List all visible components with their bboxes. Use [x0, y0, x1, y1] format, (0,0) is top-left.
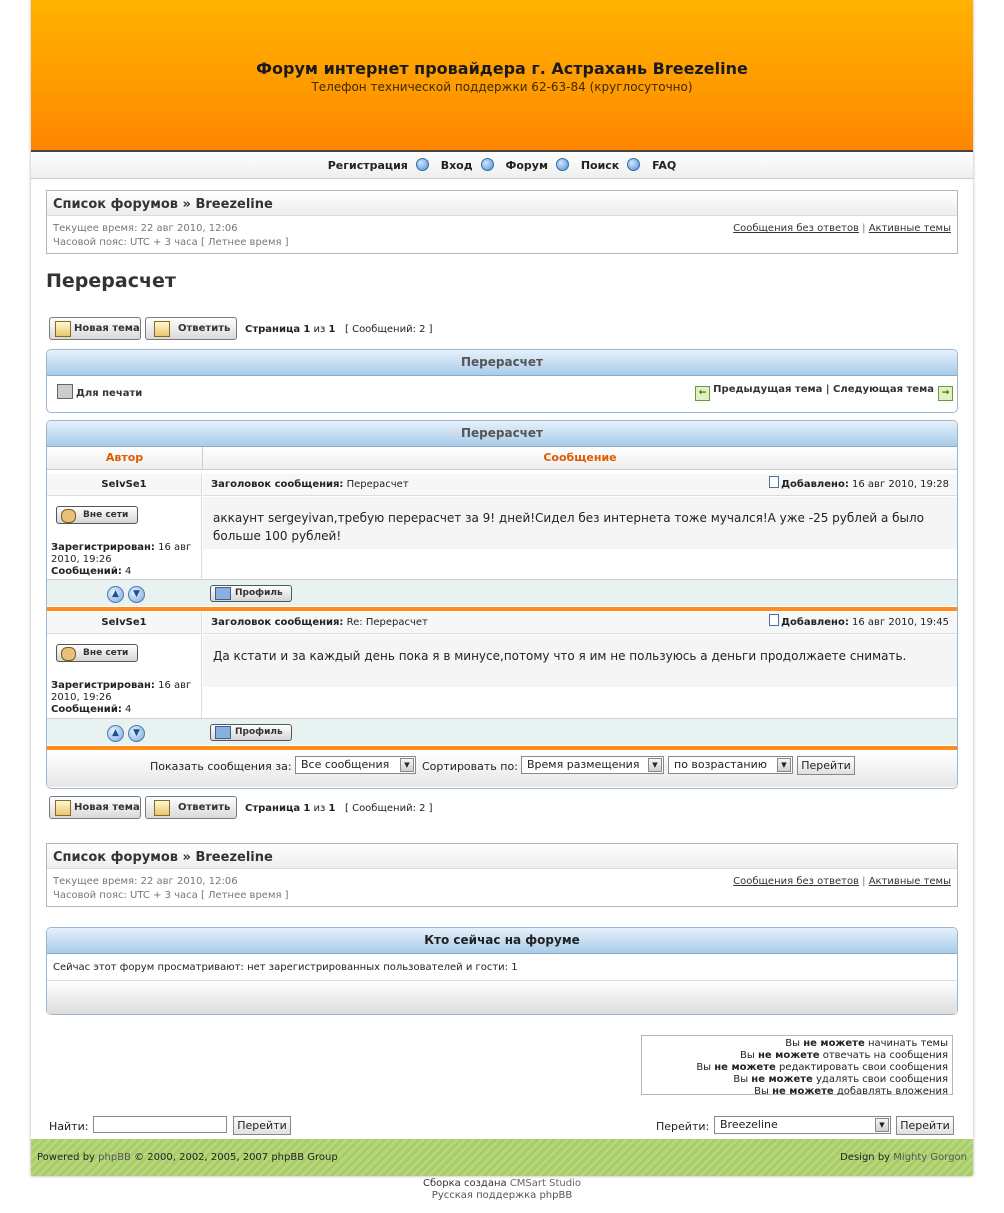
- nav-faq[interactable]: FAQ: [652, 159, 677, 172]
- breadcrumb-box-bottom: [46, 843, 958, 907]
- profile-icon: [215, 587, 231, 600]
- timezone: Часовой пояс: UTC + 3 часа [ Летнее время ]: [53, 890, 289, 901]
- new-topic-label: Новая тема: [74, 802, 140, 813]
- cmsart-link[interactable]: CMSart Studio: [509, 1178, 581, 1189]
- perm-line: Вы не можете добавлять вложения: [754, 1086, 948, 1097]
- status-label: Вне сети: [83, 648, 129, 658]
- posts-caption: Перерасчет: [47, 421, 957, 447]
- powered-label: Powered by: [37, 1152, 95, 1163]
- credits: [0, 1178, 1004, 1202]
- reply-button[interactable]: [145, 317, 237, 340]
- printer-icon: [57, 384, 73, 399]
- search-input[interactable]: [93, 1116, 227, 1133]
- subject-label: Заголовок сообщения:: [211, 617, 344, 628]
- post-header: [203, 474, 957, 496]
- crumb-home-link[interactable]: Список форумов: [53, 197, 179, 212]
- arrow-right-icon: →: [938, 386, 953, 401]
- current-time: Текущее время: 22 авг 2010, 12:06: [53, 223, 238, 234]
- nav-bar: [31, 150, 973, 179]
- jump-value: Breezeline: [720, 1118, 778, 1131]
- chevron-down-icon: ▼: [400, 758, 414, 772]
- prev-topic-link[interactable]: Предыдущая тема: [713, 384, 823, 395]
- posts-count: 4: [125, 566, 132, 577]
- perm-line: Вы не можете начинать темы: [785, 1038, 948, 1049]
- sort-go-button[interactable]: Перейти: [797, 756, 855, 775]
- search-label: Найти:: [49, 1120, 89, 1133]
- nav-bullet-icon: [556, 158, 569, 171]
- designer-link[interactable]: Mighty Gorgon: [893, 1152, 967, 1163]
- post-subject: Перерасчет: [346, 479, 409, 490]
- site-subtitle: Телефон технической поддержки 62-63-84 (круглосуточно): [311, 80, 693, 94]
- sort-by-label: Сортировать по:: [422, 760, 518, 773]
- crumb-forum-link[interactable]: Breezeline: [195, 850, 273, 865]
- nav-register[interactable]: Регистрация: [327, 159, 408, 172]
- perm-line: Вы не можете редактировать свои сообщения: [696, 1062, 948, 1073]
- search-go-button[interactable]: Перейти: [233, 1116, 291, 1135]
- next-topic-link[interactable]: Следующая тема: [833, 384, 934, 395]
- chevron-down-icon: ▼: [648, 758, 662, 772]
- post-icon[interactable]: [769, 614, 779, 626]
- sort-by-select[interactable]: [521, 756, 664, 774]
- added-label: Добавлено:: [781, 479, 849, 490]
- show-posts-label: Показать сообщения за:: [150, 760, 292, 773]
- print-label: Для печати: [76, 388, 143, 399]
- col-author-header: Автор: [47, 447, 203, 470]
- breadcrumb: [47, 844, 957, 869]
- topic-tools-caption: Перерасчет: [47, 350, 957, 376]
- post-body: Да кстати и за каждый день пока я в минусе,потому что я им не пользуюсь а деньги продолжаете снимать.: [203, 635, 957, 687]
- page-label: Страница: [245, 324, 301, 335]
- pagination-bottom: [245, 803, 433, 814]
- profile-button[interactable]: [210, 585, 292, 602]
- active-topics-link[interactable]: Активные темы: [868, 223, 951, 234]
- pencil-icon: [154, 321, 170, 337]
- user-offline-icon: [61, 647, 76, 661]
- sort-order-select[interactable]: [668, 756, 793, 774]
- nav-bullet-icon: [627, 158, 640, 171]
- credits-label: Сборка создана: [423, 1178, 507, 1189]
- online-text: Сейчас этот форум просматривают: нет зарегистрированных пользователей и гости: 1: [53, 962, 518, 973]
- jump-go-button[interactable]: Перейти: [896, 1116, 954, 1135]
- profile-button[interactable]: [210, 724, 292, 741]
- breadcrumb: [47, 191, 957, 216]
- chevron-down-icon: ▼: [777, 758, 791, 772]
- post-author-details: [47, 497, 202, 579]
- sort-bar: [47, 751, 957, 787]
- post-icon[interactable]: [769, 476, 779, 488]
- new-topic-button-bottom[interactable]: [49, 796, 141, 819]
- posts-count: 4: [125, 704, 132, 715]
- post-date: 16 авг 2010, 19:45: [852, 617, 949, 628]
- site-title: Форум интернет провайдера г. Астрахань Breezeline: [256, 59, 748, 78]
- permissions-box: [641, 1035, 953, 1095]
- show-posts-select[interactable]: [295, 756, 416, 774]
- new-topic-button[interactable]: [49, 317, 141, 340]
- header-banner: [31, 0, 973, 150]
- post-footer: [47, 718, 957, 745]
- pencil-icon: [55, 800, 71, 816]
- page-of: из: [313, 324, 326, 335]
- pagination: [245, 324, 433, 335]
- offline-status: [56, 506, 138, 524]
- arrow-down-icon[interactable]: ▼: [128, 586, 145, 603]
- prev-next-separator: |: [825, 384, 830, 395]
- perm-line: Вы не можете отвечать на сообщения: [740, 1050, 948, 1061]
- post-divider: [47, 746, 957, 750]
- profile-icon: [215, 726, 231, 739]
- arrow-down-icon[interactable]: ▼: [128, 725, 145, 742]
- pencil-icon: [55, 321, 71, 337]
- topic-tools-panel: [46, 349, 958, 413]
- timezone: Часовой пояс: UTC + 3 часа [ Летнее время ]: [53, 237, 289, 248]
- reg-date: 16 авг 2010, 19:26: [51, 542, 192, 565]
- post-author-details: [47, 635, 202, 718]
- post-divider: [47, 607, 957, 611]
- post-footer: [47, 579, 957, 606]
- nav-search[interactable]: Поиск: [580, 159, 620, 172]
- nav-bullet-icon: [481, 158, 494, 171]
- sort-order-value: по возрастанию: [674, 758, 768, 771]
- links-separator: |: [862, 223, 866, 234]
- jump-label: Перейти:: [656, 1120, 710, 1133]
- col-message-header: Сообщение: [203, 447, 957, 470]
- profile-label: Профиль: [235, 588, 283, 598]
- crumb-home-link[interactable]: Список форумов: [53, 850, 179, 865]
- chevron-down-icon: ▼: [875, 1118, 889, 1132]
- design-label: Design by: [840, 1152, 891, 1163]
- unanswered-link[interactable]: Сообщения без ответов: [733, 876, 859, 887]
- active-topics-link[interactable]: Активные темы: [868, 876, 951, 887]
- reply-label: Ответить: [178, 323, 231, 334]
- copyright: © 2000, 2002, 2005, 2007 phpBB Group: [134, 1152, 338, 1163]
- nav-login[interactable]: Вход: [440, 159, 473, 172]
- reply-button-bottom[interactable]: [145, 796, 237, 819]
- page-title: Перерасчет: [46, 270, 176, 292]
- crumb-separator: »: [182, 850, 191, 865]
- post-header: [203, 612, 957, 634]
- who-is-online-panel: [46, 927, 958, 1015]
- posts-label: Сообщений:: [51, 566, 122, 577]
- page-total: 1: [328, 803, 336, 814]
- post-subject: Re: Перерасчет: [346, 617, 428, 628]
- print-link[interactable]: [57, 384, 142, 399]
- reply-label: Ответить: [178, 802, 231, 813]
- user-offline-icon: [61, 509, 76, 523]
- post-date: 16 авг 2010, 19:28: [852, 479, 949, 490]
- new-topic-label: Новая тема: [74, 323, 140, 334]
- russian-support-link[interactable]: Русская поддержка phpBB: [431, 1190, 573, 1201]
- post-author[interactable]: SeIvSe1: [47, 474, 202, 496]
- phpbb-link[interactable]: phpBB: [98, 1152, 131, 1163]
- page-of: из: [313, 803, 326, 814]
- subject-label: Заголовок сообщения:: [211, 479, 344, 490]
- online-footer: [47, 980, 957, 1014]
- post-author[interactable]: SeIvSe1: [47, 612, 202, 634]
- arrow-left-icon: ←: [695, 386, 710, 401]
- footer: [31, 1139, 973, 1176]
- post-count: [ Сообщений: 2 ]: [345, 803, 433, 814]
- reg-date: 16 авг 2010, 19:26: [51, 680, 192, 703]
- online-caption: Кто сейчас на форуме: [47, 928, 957, 954]
- pencil-icon: [154, 800, 170, 816]
- breadcrumb-box: [46, 190, 958, 254]
- show-posts-value: Все сообщения: [301, 758, 390, 771]
- reg-label: Зарегистрирован:: [51, 542, 155, 553]
- current-time: Текущее время: 22 авг 2010, 12:06: [53, 876, 238, 887]
- offline-status: [56, 644, 138, 662]
- jump-select[interactable]: [714, 1116, 891, 1134]
- page: [31, 0, 973, 1176]
- sort-by-value: Время размещения: [527, 758, 640, 771]
- arrow-up-icon[interactable]: ▲: [107, 586, 124, 603]
- page-current: 1: [303, 324, 311, 335]
- page-label: Страница: [245, 803, 301, 814]
- crumb-forum-link[interactable]: Breezeline: [195, 197, 273, 212]
- links-separator: |: [862, 876, 866, 887]
- post-body: аккаунт sergeyivan,требую перерасчет за 9! дней!Сидел без интернета тоже мучался!А уже -25 рублей а было больше 100 рублей!: [203, 497, 957, 549]
- status-label: Вне сети: [83, 510, 129, 520]
- page-current: 1: [303, 803, 311, 814]
- posts-label: Сообщений:: [51, 704, 122, 715]
- profile-label: Профиль: [235, 727, 283, 737]
- post-count: [ Сообщений: 2 ]: [345, 324, 433, 335]
- added-label: Добавлено:: [781, 617, 849, 628]
- nav-bullet-icon: [416, 158, 429, 171]
- page-total: 1: [328, 324, 336, 335]
- perm-line: Вы не можете удалять свои сообщения: [733, 1074, 948, 1085]
- posts-panel: [46, 420, 958, 789]
- nav-forum[interactable]: Форум: [505, 159, 548, 172]
- arrow-up-icon[interactable]: ▲: [107, 725, 124, 742]
- unanswered-link[interactable]: Сообщения без ответов: [733, 223, 859, 234]
- crumb-separator: »: [182, 197, 191, 212]
- reg-label: Зарегистрирован:: [51, 680, 155, 691]
